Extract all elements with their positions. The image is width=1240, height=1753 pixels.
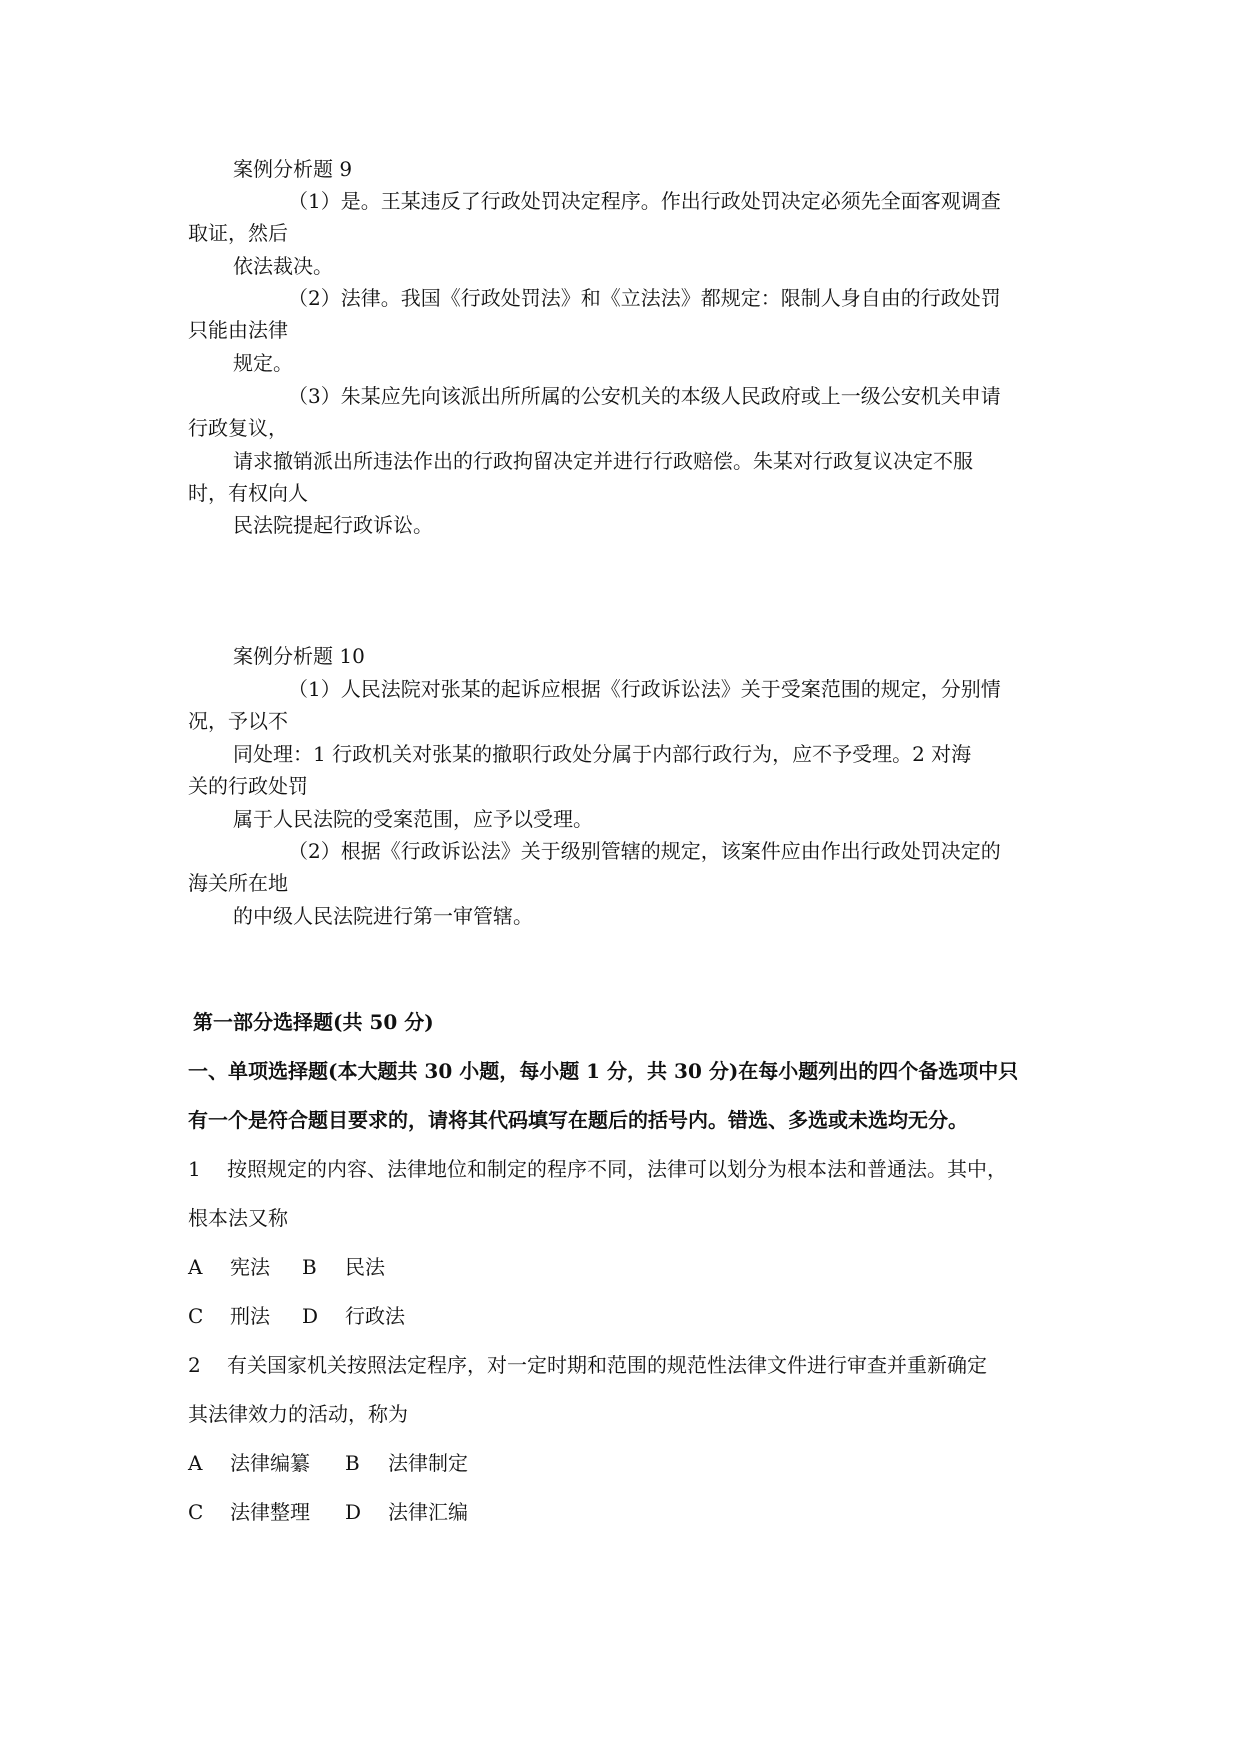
case10-answer2-line1: （2）根据《行政诉讼法》关于级别管辖的规定，该案件应由作出行政处罚决定的 — [288, 839, 1001, 863]
q2-option-d-letter: D — [345, 1500, 362, 1524]
q1-option-d: 行政法 — [345, 1304, 405, 1328]
case10-title: 案例分析题 10 — [233, 644, 365, 668]
q2-option-c-letter: C — [188, 1500, 204, 1524]
q2-option-b-letter: B — [345, 1451, 360, 1475]
case9-answer1-line2: 取证，然后 — [188, 221, 288, 245]
case9-answer3-line2: 行政复议， — [188, 416, 288, 440]
case9-title: 案例分析题 9 — [233, 157, 353, 181]
q1-stem-line1: 按照规定的内容、法律地位和制定的程序不同，法律可以划分为根本法和普通法。其中， — [227, 1157, 1007, 1181]
q2-number: 2 — [188, 1353, 201, 1377]
case9-answer1-line1: （1）是。王某违反了行政处罚决定程序。作出行政处罚决定必须先全面客观调查 — [288, 189, 1001, 213]
q1-option-b: 民法 — [345, 1255, 385, 1279]
q1-option-c-letter: C — [188, 1304, 204, 1328]
case9-answer3-line3: 请求撤销派出所违法作出的行政拘留决定并进行行政赔偿。朱某对行政复议决定不服 — [233, 449, 973, 473]
case10-answer1-line5: 属于人民法院的受案范围，应予以受理。 — [233, 807, 593, 831]
q2-stem-line1: 有关国家机关按照法定程序，对一定时期和范围的规范性法律文件进行审查并重新确定 — [227, 1353, 987, 1377]
part1-instructions-line2: 有一个是符合题目要求的，请将其代码填写在题后的括号内。错选、多选或未选均无分。 — [188, 1108, 968, 1132]
case9-answer2-line3: 规定。 — [233, 351, 293, 375]
q2-option-a-letter: A — [188, 1451, 203, 1475]
q2-option-d: 法律汇编 — [388, 1500, 468, 1524]
case10-answer1-line2: 况，予以不 — [188, 709, 288, 733]
q1-number: 1 — [188, 1157, 201, 1181]
case9-answer2-line2: 只能由法律 — [188, 318, 288, 342]
q1-option-b-letter: B — [302, 1255, 317, 1279]
case9-answer2-line1: （2）法律。我国《行政处罚法》和《立法法》都规定：限制人身自由的行政处罚 — [288, 286, 1001, 310]
case9-answer3-line4: 时，有权向人 — [188, 481, 308, 505]
q2-option-c: 法律整理 — [230, 1500, 310, 1524]
q2-option-a: 法律编纂 — [230, 1451, 310, 1475]
case10-answer2-line3: 的中级人民法院进行第一审管辖。 — [233, 904, 533, 928]
q2-option-b: 法律制定 — [388, 1451, 468, 1475]
q1-option-d-letter: D — [302, 1304, 319, 1328]
part1-instructions-line1: 一、单项选择题(本大题共 30 小题，每小题 1 分，共 30 分)在每小题列出的四个备选项中只 — [188, 1059, 1019, 1083]
case10-answer1-line4: 关的行政处罚 — [188, 774, 308, 798]
q1-stem-line2: 根本法又称 — [188, 1206, 288, 1230]
part1-heading: 第一部分选择题(共 50 分) — [193, 1010, 434, 1034]
case9-answer3-line5: 民法院提起行政诉讼。 — [233, 513, 433, 537]
case10-answer1-line3: 同处理：1 行政机关对张某的撤职行政处分属于内部行政行为，应不予受理。2 对海 — [233, 742, 972, 766]
q1-option-a: 宪法 — [230, 1255, 270, 1279]
q2-stem-line2: 其法律效力的活动，称为 — [188, 1402, 408, 1426]
case10-answer1-line1: （1）人民法院对张某的起诉应根据《行政诉讼法》关于受案范围的规定，分别情 — [288, 677, 1001, 701]
case9-answer3-line1: （3）朱某应先向该派出所所属的公安机关的本级人民政府或上一级公安机关申请 — [288, 384, 1001, 408]
q1-option-c: 刑法 — [230, 1304, 270, 1328]
q1-option-a-letter: A — [188, 1255, 203, 1279]
case10-answer2-line2: 海关所在地 — [188, 871, 288, 895]
case9-answer1-line3: 依法裁决。 — [233, 254, 333, 278]
